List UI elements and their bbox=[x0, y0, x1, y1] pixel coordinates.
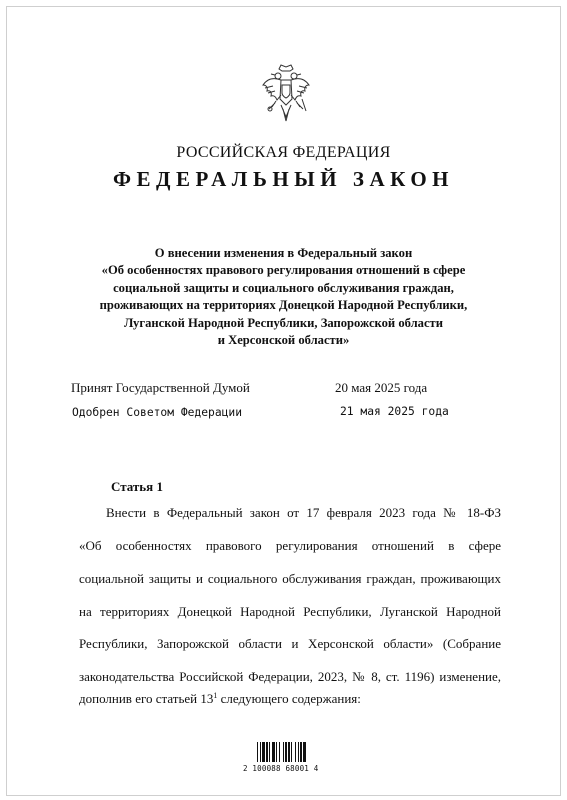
duma-adoption-date: 20 мая 2025 года bbox=[335, 380, 428, 395]
barcode-bar bbox=[300, 742, 302, 762]
barcode-bar bbox=[279, 742, 280, 762]
article-text-line: на территориях Донецкой Народной Республики, Луганской Народной bbox=[79, 604, 501, 619]
document-page bbox=[6, 6, 561, 796]
article-text-line: «Об особенностях правового регулирования отношений в сфере bbox=[79, 538, 501, 553]
barcode-bar bbox=[269, 742, 270, 762]
barcode-bar bbox=[291, 742, 292, 762]
article-text-line-last bbox=[79, 691, 501, 707]
law-title-line: О внесении изменения в Федеральный закон bbox=[154, 246, 413, 260]
law-title-line: «Об особенностях правового регулирования отношений в сфере bbox=[101, 263, 466, 278]
barcode-bar bbox=[262, 742, 265, 762]
barcode-bar bbox=[295, 742, 296, 762]
document-type-heading: ФЕДЕРАЛЬНЫЙ ЗАКОН bbox=[113, 167, 454, 191]
barcode-bar bbox=[283, 742, 284, 762]
barcode-bar bbox=[266, 742, 268, 762]
barcode-number: 2 100088 68001 4 bbox=[243, 764, 319, 773]
article-heading: Статья 1 bbox=[111, 479, 163, 494]
country-name: РОССИЙСКАЯ ФЕДЕРАЦИЯ bbox=[176, 144, 391, 161]
barcode-bar bbox=[303, 742, 306, 762]
barcode-bar bbox=[260, 742, 261, 762]
article-text: дополнив его статьей 13 bbox=[79, 691, 214, 706]
article-text-line: Внести в Федеральный закон от 17 февраля 2023 года № 18-ФЗ bbox=[106, 505, 501, 520]
barcode-bar bbox=[285, 742, 287, 762]
barcode-bar bbox=[288, 742, 290, 762]
law-title bbox=[47, 245, 520, 349]
russian-coat-of-arms-icon bbox=[259, 63, 313, 125]
council-approval-label: Одобрен Советом Федерации bbox=[72, 406, 243, 419]
article-number-superscript: 1 bbox=[213, 691, 218, 700]
barcode-bar bbox=[272, 742, 275, 762]
duma-adoption-label: Принят Государственной Думой bbox=[71, 380, 250, 395]
article-text: следующего содержания: bbox=[217, 691, 361, 706]
article-text-line: Республики, Запорожской области и Херсонской области» (Собрание bbox=[79, 636, 501, 651]
article-text-line: законодательства Российской Федерации, 2023, № 8, ст. 1196) изменение, bbox=[79, 669, 501, 684]
barcode-bar bbox=[276, 742, 277, 762]
law-title-line: и Херсонской области» bbox=[217, 333, 350, 348]
barcode-bar bbox=[298, 742, 299, 762]
law-title-line: Луганской Народной Республики, Запорожской области bbox=[123, 315, 444, 330]
council-approval-date: 21 мая 2025 года bbox=[340, 405, 449, 418]
barcode-bar bbox=[257, 742, 258, 762]
law-title-line: проживающих на территориях Донецкой Народной Республики, bbox=[99, 298, 468, 313]
law-title-line: социальной защиты и социального обслуживания граждан, bbox=[113, 280, 454, 295]
article-text-line: социальной защиты и социального обслуживания граждан, проживающих bbox=[79, 571, 501, 586]
